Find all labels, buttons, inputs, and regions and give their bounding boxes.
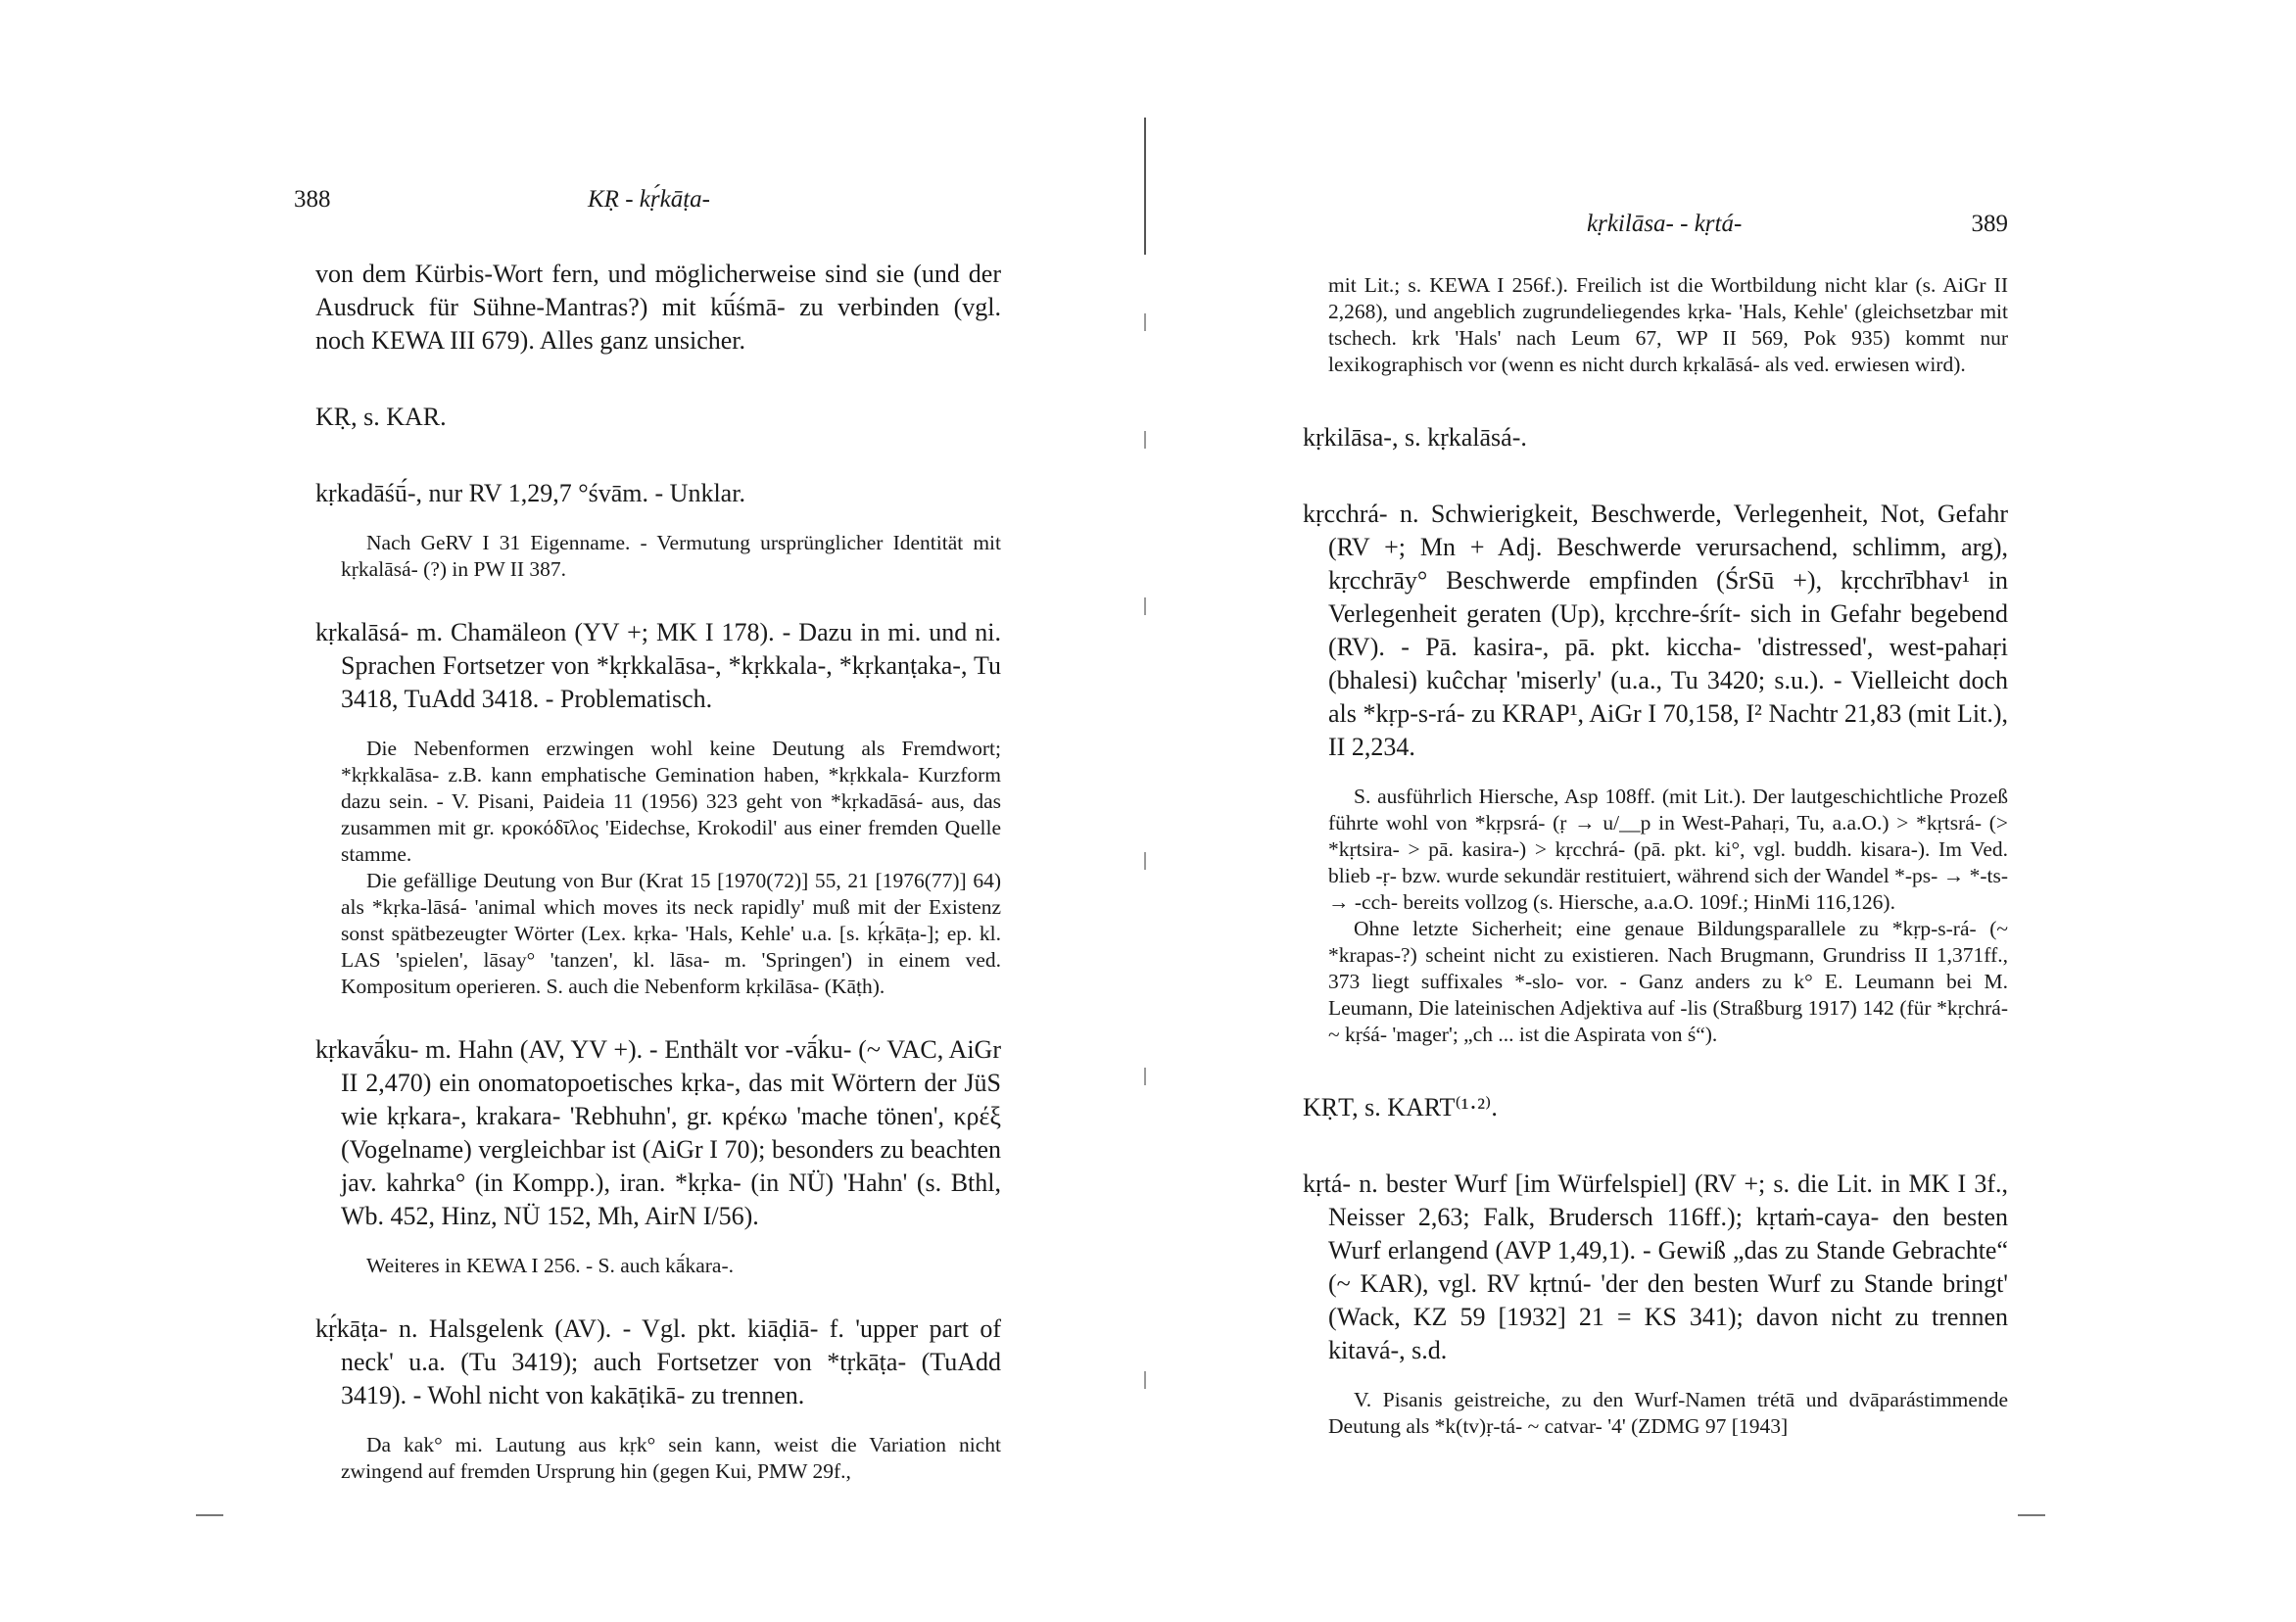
entry-krt: KṚT, s. KART⁽¹·²⁾. xyxy=(1303,1093,1498,1121)
entry-krkadasu: kṛkadāśū́-, nur RV 1,29,7 °śvām. - Unklar. xyxy=(315,479,745,507)
right-page-content xyxy=(1303,272,2008,1440)
entry-note: Ohne letzte Sicherheit; eine genaue Bildungsparallele zu *kṛp-s-rá- (~ *krapas-?) scheint nicht zu existieren. Nach Brugmann, Grundriss II 1,371ff., 373 liegt suffixales *-slo- vor. - Ganz anders zu k° E. Leumann bei M. Leumann, Die lateinischen Adjektiva auf -lis (Straßburg 1917) 142 (für *kṛchrá- ~ kṛśá- 'mager'; „ch ... ist die Aspirata von ś“). xyxy=(1328,917,2008,1046)
entry-note: V. Pisanis geistreiche, zu den Wurf-Namen trétā und dvāparástimmende Deutung als *k(tv)ṛ-tá- ~ catvar- '4' (ZDMG 97 [1943] xyxy=(1328,1388,2008,1438)
gutter-mark xyxy=(1144,1371,1146,1389)
gutter-mark xyxy=(1144,431,1146,449)
entry-krta: kṛtá- n. bester Wurf [im Würfelspiel] (RV +; s. die Lit. in MK I 3f., Neisser 2,63; Falk, Brudersch 116ff.); kṛtaṁ-caya- den besten Wurf erlangend (AVP 1,49,1). - Gewiß „das zu Stande Gebrachte“ (~ KAR), vgl. RV kṛtnú- 'der den besten Wurf zu Stande bringt' (Wack, KZ 59 [1932] 21 = KS 341); davon nicht zu trennen kitavá-, s.d. xyxy=(1303,1169,2008,1364)
scan-edge-mark xyxy=(196,1514,223,1516)
entry-note: Die gefällige Deutung von Bur (Krat 15 [1970(72)] 55, 21 [1976(77)] 64) als *kṛka-lāsá- 'animal which moves its neck rapidly' muß mit der Existenz sonst spätbezeugter Wörter (Lex. kṛka- 'Hals, Kehle' u.a. [s. kṛ́kāṭa-]; ep. kl. LAS 'spielen', lāsay° 'tanzen', kl. lāsa- m. 'Springen') in einem ved. Kompositum operieren. S. auch die Nebenform kṛkilāsa- (Kāṭh). xyxy=(341,869,1001,998)
entry-note: Da kak° mi. Lautung aus kṛk° sein kann, weist die Variation nicht zwingend auf fremden Ursprung hin (gegen Kui, PMW 29f., xyxy=(341,1433,1001,1483)
left-page-header xyxy=(294,186,999,225)
gutter-line xyxy=(1144,118,1146,255)
running-head: kṛkilāsa- - kṛtá- xyxy=(1587,211,1743,237)
entry-note: Die Nebenformen erzwingen wohl keine Deutung als Fremdwort; *kṛkkalāsa- z.B. kann emphatische Gemination haben, *kṛkkala- Kurzform dazu sein. - V. Pisani, Paideia 11 (1956) 323 geht von *kṛkadāsá- aus, das zusammen mit gr. κροκόδῑλος 'Eidechse, Krokodil' aus einer fremden Quelle stamme. xyxy=(341,737,1001,866)
left-page-content xyxy=(315,258,1001,1485)
entry-cross-reference: KṚ, s. KAR. xyxy=(315,403,447,431)
entry-krcchra: kṛcchrá- n. Schwierigkeit, Beschwerde, Verlegenheit, Not, Gefahr (RV +; Mn + Adj. Beschwerde verursachend, schlimm, arg), kṛcchrāy° Beschwerde empfinden (ŚrSū +), kṛcchrībhav¹ in Verlegenheit geraten (Up), kṛcchre-śrít- sich in Gefahr begebend (RV). - Pā. kasira-, pā. pkt. kiccha- 'distressed', west-pahaṛi (bhalesi) kuĉchaṛ 'miserly' (u.a., Tu 3420; s.u.). - Vielleicht doch als *kṛp-s-rá- zu KRAP¹, AiGr I 70,158, I² Nachtr 21,83 (mit Lit.), II 2,234. xyxy=(1303,500,2008,761)
entry-note-continuation: mit Lit.; s. KEWA I 256f.). Freilich ist die Wortbildung nicht klar (s. AiGr II 2,268), und angeblich zugrundeliegendes kṛka- 'Hals, Kehle' (gleichsetzbar mit tschech. krk 'Hals' nach Leum 67, WP II 569, Pok 935) kommt nur lexikographisch vor (wenn es nicht durch kṛkalāsá- als ved. erwiesen wird). xyxy=(1328,273,2008,376)
gutter-mark xyxy=(1144,1068,1146,1085)
left-page xyxy=(294,0,999,1622)
entry-note: S. ausführlich Hiersche, Asp 108ff. (mit Lit.). Der lautgeschichtliche Prozeß führte wohl von *kṛpsrá- (ṛ → u/__p in West-Pahaṛi, Tu, a.a.O.) > *kṛtsrá- (> *kṛtsira- > pā. kasira-) > kṛcchrá- (pā. pkt. ki°, vgl. buddh. kisara-). Im Ved. blieb -ṛ- bzw. wurde sekundär restituiert, während sich der Wandel *-ps- → *-ts- → -cch- bereits vollzog (s. Hiersche, a.a.O. 109f.; HinMi 116,126). xyxy=(1328,785,2008,914)
entry-note: Weiteres in KEWA I 256. - S. auch kā́kara-. xyxy=(366,1254,734,1277)
entry-krkavaku: kṛkavā́ku- m. Hahn (AV, YV +). - Enthält vor -vā́ku- (~ VAC, AiGr II 2,470) ein onomatopoetisches kṛka-, das mit Wörtern der JüS wie kṛkara-, krakara- 'Rebhuhn', gr. κρέκω 'mache tönen', κρέξ (Vogelname) vergleichbar ist (AiGr I 70); besonders zu beachten jav. kahrka° (in Kompp.), iran. *kṛka- (in NÜ) 'Hahn' (s. Bthl, Wb. 452, Hinz, NÜ 152, Mh, AirN I/56). xyxy=(315,1035,1001,1230)
page-number: 388 xyxy=(294,186,331,213)
entry-krkalasa: kṛkalāsá- m. Chamäleon (YV +; MK I 178). - Dazu in mi. und ni. Sprachen Fortsetzer von *kṛkkalāsa-, *kṛkkala-, *kṛkanṭaka-, Tu 3418, TuAdd 3418. - Problematisch. xyxy=(315,618,1001,713)
entry-krkilasa: kṛkilāsa-, s. kṛkalāsá-. xyxy=(1303,423,1527,452)
gutter-mark xyxy=(1144,852,1146,870)
scan-edge-mark xyxy=(2018,1514,2045,1516)
running-head: KṚ - kṛ́kāṭa- xyxy=(588,186,710,213)
entry-krkata: kṛ́kāṭa- n. Halsgelenk (AV). - Vgl. pkt. kiāḍiā- f. 'upper part of neck' u.a. (Tu 3419); auch Fortsetzer von *tṛkāṭa- (TuAdd 3419). - Wohl nicht von kakāṭikā- zu trennen. xyxy=(315,1314,1001,1409)
entry-note: Nach GeRV I 31 Eigenname. - Vermutung ursprünglicher Identität mit kṛkalāsá- (?) in PW II 387. xyxy=(341,531,1001,581)
right-page xyxy=(1303,0,2008,1622)
gutter-mark xyxy=(1144,597,1146,615)
entry-continuation: von dem Kürbis-Wort fern, und möglicherweise sind sie (und der Ausdruck für Sühne-Mantras?) mit kū́śmā- zu verbinden (vgl. noch KEWA III 679). Alles ganz unsicher. xyxy=(315,260,1001,355)
right-page-header xyxy=(1303,211,2008,250)
gutter-mark xyxy=(1144,313,1146,331)
page-number: 389 xyxy=(1971,211,2008,237)
